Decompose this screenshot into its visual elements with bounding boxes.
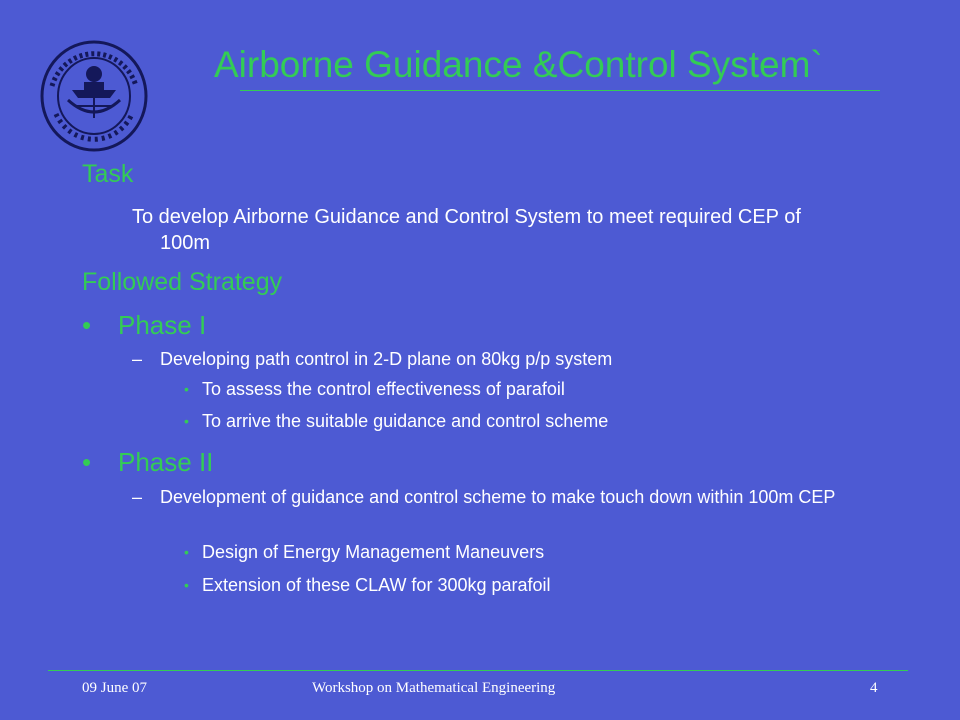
phase-1-dash-text: Developing path control in 2-D plane on 80kg p/p system xyxy=(160,349,613,369)
phase-1-label: Phase I xyxy=(118,310,207,340)
small-bullet-dot: • xyxy=(184,544,189,560)
footer-center: Workshop on Mathematical Engineering xyxy=(312,680,556,696)
small-bullet-dot: • xyxy=(184,413,189,429)
bullet-dot: • xyxy=(82,447,92,477)
footer-date: 09 June 07 xyxy=(82,680,147,696)
phase-2-label: Phase II xyxy=(118,447,214,477)
small-bullet-dot: • xyxy=(184,381,189,397)
task-heading: Task xyxy=(82,160,134,188)
task-text-content: To develop Airborne Guidance and Control System to meet required CEP of 100m xyxy=(132,206,801,254)
phase-1-point-2-text: To arrive the suitable guidance and control scheme xyxy=(202,411,609,431)
slide-title: Airborne Guidance &Control System` xyxy=(214,44,823,85)
organization-emblem-icon xyxy=(38,38,150,154)
phase-2-dash-text: Development of guidance and control scheme to make touch down within 100m CEP xyxy=(160,487,836,507)
phase-2-dash-item xyxy=(132,485,892,509)
page-number: 4 xyxy=(870,680,878,696)
phase-1-point-1-text: To assess the control effectiveness of parafoil xyxy=(202,379,565,399)
task-text xyxy=(132,204,852,256)
bullet-dot: • xyxy=(82,310,92,340)
dash-marker: – xyxy=(132,349,143,369)
title-underline xyxy=(240,90,880,91)
strategy-heading: Followed Strategy xyxy=(82,268,283,296)
phase-2-point-1-text: Design of Energy Management Maneuvers xyxy=(202,542,545,562)
dash-marker: – xyxy=(132,487,143,507)
phase-2-point-2-text: Extension of these CLAW for 300kg parafoil xyxy=(202,575,551,595)
small-bullet-dot: • xyxy=(184,577,189,593)
footer-rule xyxy=(48,670,908,671)
